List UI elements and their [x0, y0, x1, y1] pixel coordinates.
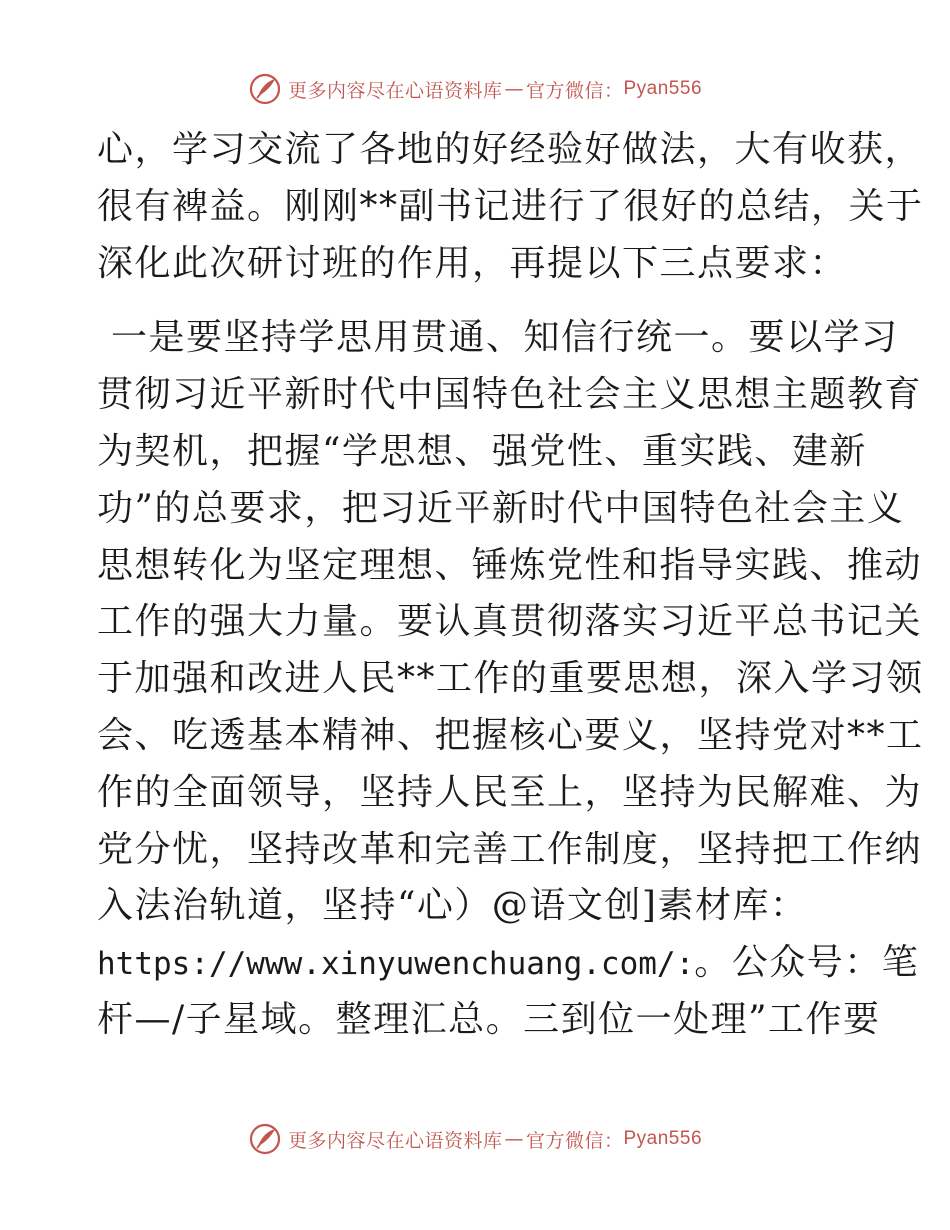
- text-line: 很有裨益。刚刚**副书记进行了很好的总结，关于: [97, 185, 924, 227]
- source-url: https://www.xinyuwenchuang.com/:: [97, 946, 695, 983]
- text-line: 于加强和改进人民**工作的重要思想，深入学习领: [97, 658, 924, 700]
- text-line: 会、吃透基本精神、把握核心要义，坚持党对**工: [97, 714, 924, 756]
- quill-logo-icon: [248, 1122, 282, 1156]
- document-body: [97, 122, 924, 1049]
- text-line: 心，学习交流了各地的好经验好做法，大有收获，: [97, 129, 923, 170]
- text-line: 功”的总要求，把习近平新时代中国特色社会主义: [97, 487, 905, 529]
- text-line: 贯彻习近平新时代中国特色社会主义思想主题教育: [97, 374, 923, 416]
- footer-watermark: [0, 1122, 950, 1156]
- text-line: 一是要坚持学思用贯通、知信行统一。要以学习: [111, 317, 899, 359]
- watermark-wechat-label: 官方微信：: [525, 79, 624, 102]
- watermark-wechat-id: Pyan556: [623, 78, 703, 99]
- paragraph-gap: [97, 292, 857, 310]
- quill-logo-icon: [248, 72, 282, 106]
- text-line: 深化此次研讨班的作用，再提以下三点要求：: [97, 242, 848, 284]
- text-line: 作的全面领导，坚持人民至上，坚持为民解难、为: [97, 771, 923, 813]
- text-line: 杆—/子星域。整理汇总。三到位一处理”工作要: [97, 998, 881, 1040]
- text-line: 入法治轨道，坚持“心）@语文创]素材库：: [97, 885, 808, 927]
- url-line-rest: 。公众号：笔: [694, 942, 920, 984]
- text-line: 工作的强大力量。要认真贯彻落实习近平总书记关: [97, 601, 923, 643]
- text-line: 为契机，把握“学思想、强党性、重实践、建新: [97, 430, 867, 472]
- watermark-text: 更多内容尽在心语资料库: [287, 1129, 503, 1152]
- watermark-separator: —: [504, 1128, 524, 1150]
- url-line: [97, 935, 920, 992]
- header-watermark: [0, 72, 950, 106]
- watermark-separator: —: [504, 78, 524, 100]
- watermark-wechat-id: Pyan556: [623, 1128, 703, 1149]
- text-line: 思想转化为坚定理想、锤炼党性和指导实践、推动: [97, 544, 923, 586]
- text-line: 党分忧，坚持改革和完善工作制度，坚持把工作纳: [97, 828, 923, 870]
- watermark-wechat-label: 官方微信：: [525, 1129, 624, 1152]
- watermark-text: 更多内容尽在心语资料库: [287, 79, 503, 102]
